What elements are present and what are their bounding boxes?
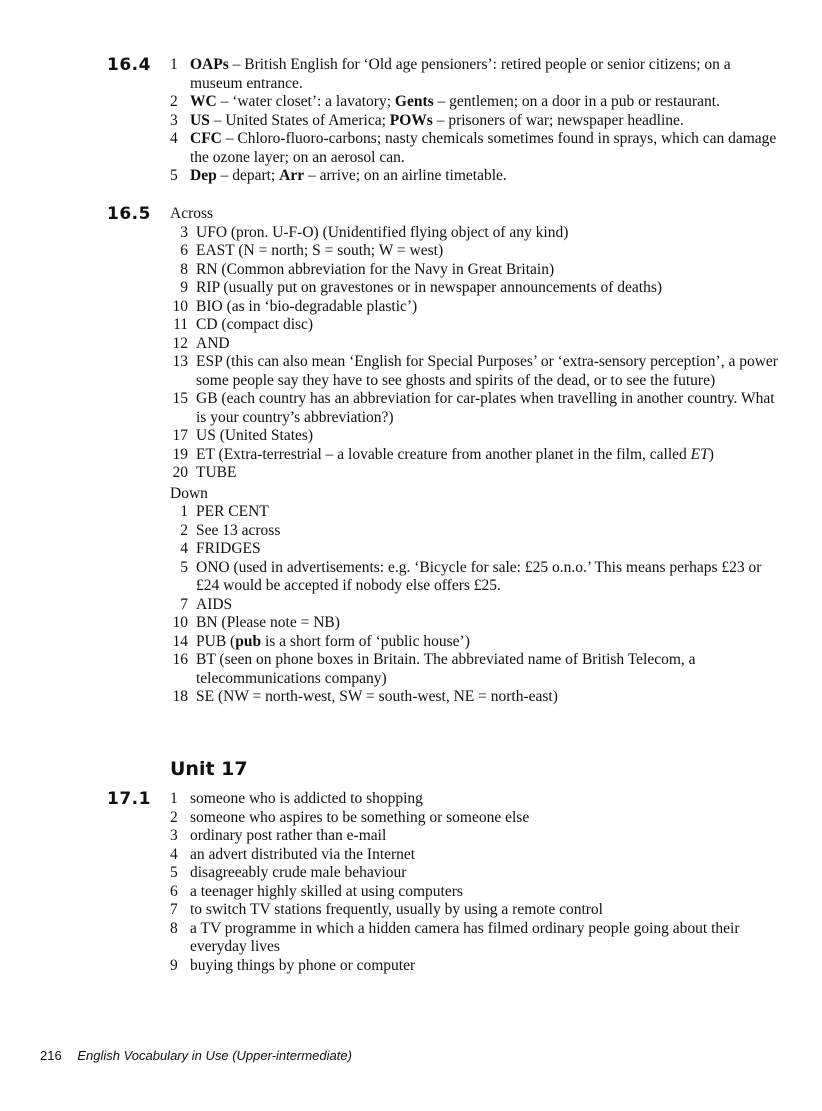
- item-text: [196, 316, 313, 335]
- item-number: 2: [170, 808, 178, 826]
- item-text-part: ESP (this can also mean ‘English for Special Purposes’ or ‘extra-sensory perception’, a power some people say they have to see ghosts and spirits of the dead, or to see the future): [196, 353, 778, 389]
- list-item: [170, 279, 780, 298]
- list-item: [170, 790, 780, 809]
- list-item: [170, 864, 780, 883]
- item-text-part: pub: [235, 632, 262, 650]
- list-item: [170, 93, 780, 112]
- list-item: [170, 540, 780, 559]
- item-text-part: ordinary post rather than e-mail: [190, 827, 387, 844]
- item-number: 10: [172, 297, 188, 315]
- list-item: [170, 809, 780, 828]
- list-item: [170, 242, 780, 261]
- item-text: [196, 596, 232, 615]
- item-number: 17: [172, 427, 188, 444]
- item-text-part: someone who aspires to be something or someone else: [190, 808, 530, 826]
- item-number: 5: [180, 558, 188, 576]
- item-number: 2: [180, 521, 188, 539]
- item-number: 15: [172, 390, 188, 407]
- book-title: English Vocabulary in Use (Upper-intermediate): [77, 1048, 352, 1063]
- list-item: [170, 316, 780, 335]
- list-item: [170, 522, 780, 541]
- item-text: [196, 633, 470, 652]
- item-text: [196, 242, 443, 261]
- item-number: 20: [172, 464, 188, 481]
- item-text: [196, 446, 714, 465]
- item-text-part: US: [190, 111, 210, 129]
- down-list: [170, 503, 780, 707]
- across-heading: Across: [170, 205, 214, 222]
- list-item: [170, 167, 780, 186]
- item-number: 1: [170, 56, 178, 73]
- item-number: 16: [172, 651, 188, 668]
- section-label-16-4: 16.4: [107, 55, 151, 75]
- item-text-part: Arr: [279, 167, 305, 184]
- item-text: [196, 390, 780, 427]
- item-number: 4: [170, 130, 178, 147]
- item-text-part: ET: [690, 445, 709, 463]
- item-text-part: ET (Extra-terrestrial – a lovable creature from another planet in the film, called: [196, 445, 691, 463]
- across-list: [170, 224, 780, 483]
- item-text-part: UFO (pron. U-F-O) (Unidentified flying object of any kind): [196, 223, 569, 241]
- item-text: [190, 883, 463, 902]
- item-text-part: BT (seen on phone boxes in Britain. The abbreviated name of British Telecom, a telecommunications company): [196, 651, 696, 687]
- item-number: 8: [170, 919, 178, 937]
- list-item: [170, 901, 780, 920]
- item-text: [196, 688, 558, 707]
- item-text-part: See 13 across: [196, 521, 281, 539]
- item-number: 6: [180, 242, 188, 259]
- item-text: [196, 559, 780, 596]
- section-label-16-5: 16.5: [107, 204, 151, 224]
- item-text: [190, 56, 780, 93]
- item-text-part: OAPs: [190, 56, 229, 73]
- item-text-part: is a short form of ‘public house’): [261, 632, 470, 650]
- item-text: [190, 864, 406, 883]
- item-number: 8: [180, 260, 188, 278]
- item-text: [196, 503, 269, 522]
- down-heading: Down: [170, 484, 208, 502]
- item-text-part: – arrive; on an airline timetable.: [304, 167, 507, 184]
- section-16-4-list: [170, 56, 780, 186]
- item-text: [196, 335, 230, 354]
- list-item: [170, 846, 780, 865]
- section-17-1-list: [170, 790, 780, 975]
- item-text: [190, 901, 603, 920]
- item-text: [190, 846, 415, 865]
- list-item: [170, 446, 780, 465]
- item-text-part: – gentlemen; on a door in a pub or restaurant.: [433, 93, 720, 110]
- item-text: [196, 651, 780, 688]
- item-text: [196, 298, 417, 317]
- section-16-5-crossword: [170, 205, 780, 707]
- item-text-part: – ‘water closet’: a lavatory;: [216, 93, 395, 110]
- item-text-part: – British English for ‘Old age pensioners’: retired people or senior citizens; on a museum entrance.: [190, 56, 731, 92]
- list-item: [170, 920, 780, 957]
- list-item: [170, 596, 780, 615]
- item-text-part: AIDS: [196, 595, 233, 613]
- item-text-part: US (United States): [196, 427, 314, 444]
- item-number: 6: [170, 882, 178, 900]
- item-text: [196, 224, 568, 243]
- item-text-part: a TV programme in which a hidden camera has filmed ordinary people going about their everyday lives: [190, 919, 740, 955]
- list-item: [170, 224, 780, 243]
- item-text: [196, 464, 236, 483]
- list-item: [170, 427, 780, 446]
- item-text: [190, 167, 507, 186]
- item-text-part: an advert distributed via the Internet: [190, 845, 416, 863]
- item-number: 18: [172, 688, 188, 705]
- item-number: 12: [172, 334, 188, 352]
- item-number: 7: [170, 901, 178, 918]
- item-number: 5: [170, 167, 178, 184]
- item-text: [196, 279, 662, 298]
- item-text-part: – United States of America;: [209, 111, 390, 129]
- item-text-part: TUBE: [196, 464, 237, 481]
- list-item: [170, 130, 780, 167]
- item-text: [196, 261, 554, 280]
- item-number: 7: [180, 595, 188, 613]
- list-item: [170, 957, 780, 976]
- list-item: [170, 261, 780, 280]
- item-text-part: BIO (as in ‘bio-degradable plastic’): [196, 297, 418, 315]
- item-text-part: PER CENT: [196, 503, 269, 520]
- item-text-part: someone who is addicted to shopping: [190, 790, 423, 807]
- list-item: [170, 112, 780, 131]
- item-text-part: CFC: [190, 130, 222, 147]
- item-number: 1: [180, 503, 188, 520]
- item-text-part: disagreeably crude male behaviour: [190, 864, 407, 881]
- item-text: [190, 920, 780, 957]
- item-text: [190, 112, 684, 131]
- item-text: [196, 353, 780, 390]
- item-text-part: WC: [190, 93, 217, 110]
- item-text: [196, 540, 261, 559]
- list-item: [170, 633, 780, 652]
- item-text-part: RN (Common abbreviation for the Navy in Great Britain): [196, 260, 555, 278]
- list-item: [170, 298, 780, 317]
- list-item: [170, 353, 780, 390]
- item-number: 4: [170, 845, 178, 863]
- item-text-part: a teenager highly skilled at using computers: [190, 882, 463, 900]
- item-number: 9: [180, 279, 188, 296]
- list-item: [170, 503, 780, 522]
- item-text: [190, 957, 415, 976]
- item-number: 9: [170, 956, 178, 974]
- item-text-part: FRIDGES: [196, 540, 261, 557]
- item-number: 19: [172, 445, 188, 463]
- item-text-part: SE (NW = north-west, SW = south-west, NE = north-east): [196, 688, 558, 705]
- item-text-part: CD (compact disc): [196, 316, 314, 333]
- item-number: 14: [172, 632, 188, 650]
- list-item: [170, 390, 780, 427]
- list-item: [170, 651, 780, 688]
- item-text-part: ): [708, 445, 714, 463]
- list-item: [170, 614, 780, 633]
- list-item: [170, 883, 780, 902]
- item-text-part: – prisoners of war; newspaper headline.: [432, 111, 684, 129]
- item-text-part: POWs: [389, 111, 433, 129]
- item-text-part: ONO (used in advertisements: e.g. ‘Bicycle for sale: £25 o.n.o.’ This means perhaps £23 or £24 would be accepted if nobody else offers £25.: [196, 558, 762, 594]
- item-number: 3: [170, 827, 178, 844]
- item-text: [190, 827, 386, 846]
- item-text-part: EAST (N = north; S = south; W = west): [196, 242, 444, 259]
- item-text: [190, 93, 720, 112]
- item-text-part: RIP (usually put on gravestones or in newspaper announcements of deaths): [196, 279, 663, 296]
- list-item: [170, 688, 780, 707]
- item-text: [196, 522, 280, 541]
- item-text-part: Dep: [190, 167, 217, 184]
- item-text-part: GB (each country has an abbreviation for car-plates when travelling in another country. What is your country’s abbreviation?): [196, 390, 775, 426]
- item-number: 5: [170, 864, 178, 881]
- item-text-part: buying things by phone or computer: [190, 956, 416, 974]
- item-number: 3: [170, 111, 178, 129]
- page-footer: [40, 1048, 352, 1063]
- list-item: [170, 559, 780, 596]
- item-number: 3: [180, 223, 188, 241]
- item-text-part: PUB (: [196, 632, 236, 650]
- item-number: 10: [172, 614, 188, 631]
- item-number: 11: [173, 316, 188, 333]
- list-item: [170, 827, 780, 846]
- section-label-17-1: 17.1: [107, 789, 151, 809]
- item-text-part: – depart;: [216, 167, 280, 184]
- item-number: 1: [170, 790, 178, 807]
- item-number: 2: [170, 93, 178, 110]
- unit-title: Unit 17: [170, 758, 248, 780]
- item-text-part: to switch TV stations frequently, usually by using a remote control: [190, 901, 603, 918]
- item-text-part: AND: [196, 334, 230, 352]
- list-item: [170, 464, 780, 483]
- item-text: [196, 427, 313, 446]
- page-number: 216: [40, 1048, 62, 1063]
- item-text: [190, 790, 423, 809]
- item-text-part: BN (Please note = NB): [196, 614, 340, 631]
- item-number: 4: [180, 540, 188, 557]
- item-text: [190, 809, 529, 828]
- list-item: [170, 335, 780, 354]
- list-item: [170, 56, 780, 93]
- item-text: [190, 130, 780, 167]
- item-text: [196, 614, 340, 633]
- item-text-part: Gents: [394, 93, 434, 110]
- item-number: 13: [172, 353, 188, 370]
- item-text-part: – Chloro-fluoro-carbons; nasty chemicals sometimes found in sprays, which can damage the ozone layer; on an aerosol can.: [190, 130, 777, 166]
